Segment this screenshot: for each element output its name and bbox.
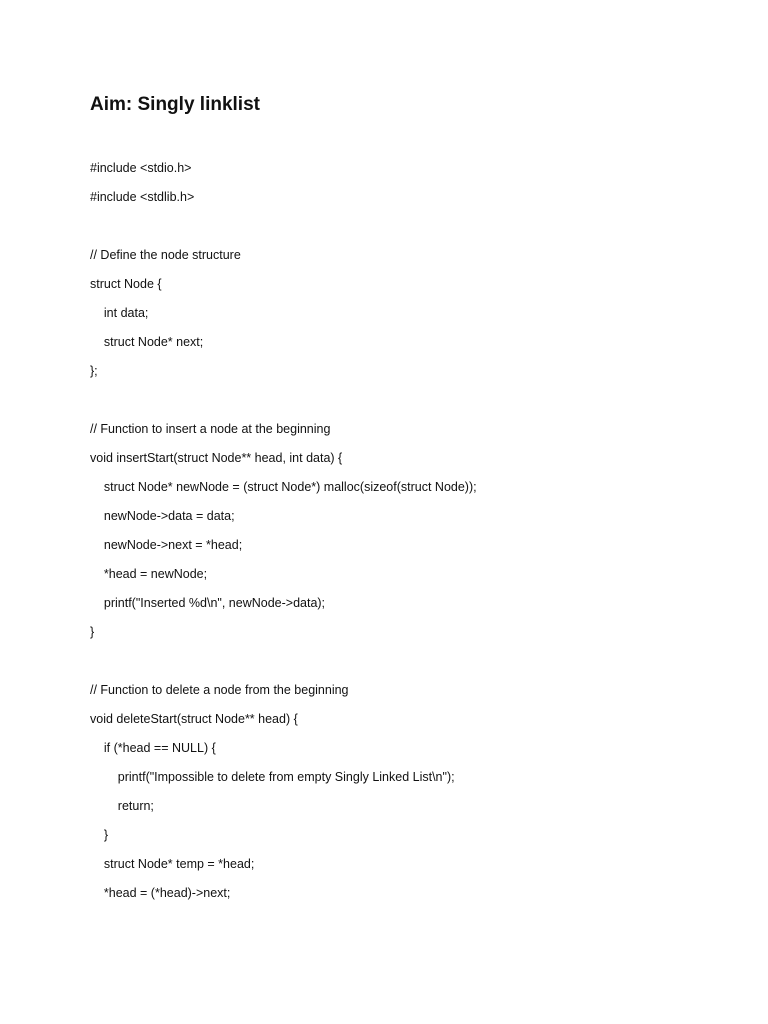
code-line: int data;: [90, 306, 149, 320]
code-line: newNode->next = *head;: [90, 538, 243, 552]
code-line: // Function to insert a node at the beginning: [90, 422, 331, 436]
code-line: return;: [90, 799, 154, 813]
code-line: struct Node* temp = *head;: [90, 857, 255, 871]
code-block: [90, 158, 730, 912]
code-line: *head = newNode;: [90, 567, 208, 581]
code-line: if (*head == NULL) {: [90, 741, 216, 755]
document-title: Aim: Singly linklist: [90, 94, 260, 115]
code-line: // Function to delete a node from the beginning: [90, 683, 349, 697]
code-line: #include <stdlib.h>: [90, 190, 195, 204]
code-line: };: [90, 364, 98, 378]
code-line: void deleteStart(struct Node** head) {: [90, 712, 298, 726]
code-line: }: [90, 625, 95, 639]
code-line: newNode->data = data;: [90, 509, 235, 523]
code-line: *head = (*head)->next;: [90, 886, 231, 900]
code-line: #include <stdio.h>: [90, 161, 192, 175]
code-line: struct Node* next;: [90, 335, 204, 349]
code-line: struct Node* newNode = (struct Node*) malloc(sizeof(struct Node));: [90, 480, 477, 494]
code-line: printf("Inserted %d\n", newNode->data);: [90, 596, 326, 610]
code-line: struct Node {: [90, 277, 162, 291]
code-line: void insertStart(struct Node** head, int data) {: [90, 451, 343, 465]
code-line: // Define the node structure: [90, 248, 241, 262]
code-line: printf("Impossible to delete from empty Singly Linked List\n");: [90, 770, 455, 784]
code-line: }: [90, 828, 109, 842]
code-line: [90, 651, 730, 680]
code-line: [90, 390, 730, 419]
code-line: [90, 216, 730, 245]
